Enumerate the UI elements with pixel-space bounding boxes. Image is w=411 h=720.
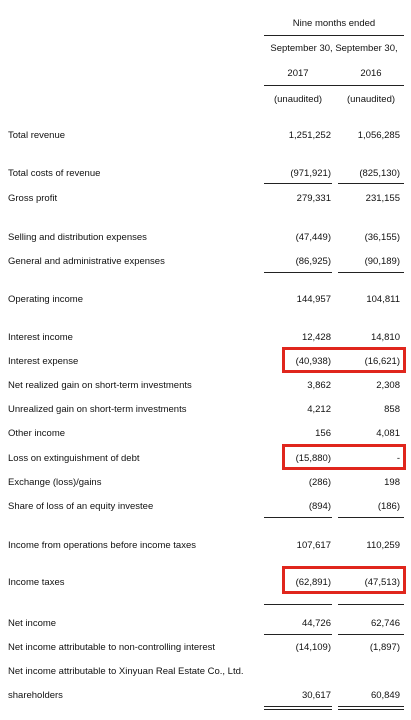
row-label: Net income attributable to Xinyuan Real Estate Co., Ltd.	[8, 666, 244, 677]
highlight-box	[282, 566, 406, 594]
value-2016: 4,081	[376, 428, 400, 439]
row-label: shareholders	[8, 690, 63, 701]
value-2016: 14,810	[370, 332, 400, 343]
value-2016: (186)	[377, 501, 400, 512]
value-2016: (16,621)	[364, 356, 400, 367]
row-label: Operating income	[8, 294, 83, 305]
value-2016: 2,308	[376, 380, 400, 391]
value-2017: 44,726	[301, 618, 331, 629]
value-2017: 4,212	[307, 404, 331, 415]
year-2016-header: 2016	[360, 68, 382, 79]
value-2016: (825,130)	[359, 168, 400, 179]
value-2016: 62,746	[370, 618, 400, 629]
value-2016: (1,897)	[369, 642, 400, 653]
subtotal-divider	[264, 604, 332, 605]
value-2016: 198	[384, 477, 400, 488]
total-double-underline	[338, 709, 404, 710]
value-2016: (90,189)	[364, 256, 400, 267]
value-2016: 231,155	[365, 193, 400, 204]
subtotal-divider	[264, 517, 332, 518]
value-2017: (971,921)	[290, 168, 331, 179]
header-divider	[264, 35, 404, 36]
row-label: Share of loss of an equity investee	[8, 501, 154, 512]
highlight-box	[282, 347, 406, 373]
row-label: Total costs of revenue	[8, 168, 101, 179]
subtotal-divider	[338, 183, 404, 184]
value-2016: 1,056,285	[357, 130, 400, 141]
value-2017: (40,938)	[295, 356, 331, 367]
row-label: Unrealized gain on short-term investments	[8, 404, 187, 415]
total-double-underline	[264, 706, 332, 707]
value-2017: 12,428	[301, 332, 331, 343]
value-2017: 279,331	[296, 193, 331, 204]
value-2017: 107,617	[296, 540, 331, 551]
row-label: Selling and distribution expenses	[8, 232, 147, 243]
value-2016: 104,811	[366, 294, 400, 305]
row-label: Loss on extinguishment of debt	[8, 453, 140, 464]
row-label: Net income attributable to non-controlling interest	[8, 642, 216, 653]
period-header: Nine months ended	[292, 18, 376, 29]
row-label: General and administrative expenses	[8, 256, 165, 267]
row-label: Exchange (loss)/gains	[8, 477, 102, 488]
value-2016: 60,849	[370, 690, 400, 701]
value-2016: -	[396, 453, 400, 464]
row-label: Gross profit	[8, 193, 58, 204]
subtotal-divider	[338, 604, 404, 605]
value-2017: 3,862	[307, 380, 331, 391]
row-label: Interest income	[8, 332, 73, 343]
value-2017: (47,449)	[295, 232, 331, 243]
value-2017: 156	[315, 428, 331, 439]
subtotal-divider	[338, 272, 404, 273]
row-label: Income from operations before income taxes	[8, 540, 196, 551]
unaudited-2017-header: (unaudited)	[273, 94, 323, 105]
value-2017: (14,109)	[295, 642, 331, 653]
value-2017: 30,617	[301, 690, 331, 701]
dates-header: September 30, September 30,	[270, 43, 398, 54]
subtotal-divider	[338, 634, 404, 635]
row-label: Other income	[8, 428, 66, 439]
value-2017: (15,880)	[295, 453, 331, 464]
year-2017-header: 2017	[287, 68, 309, 79]
row-label: Interest expense	[8, 356, 79, 367]
value-2016: 110,259	[366, 540, 400, 551]
value-2017: (894)	[308, 501, 331, 512]
total-double-underline	[264, 709, 332, 710]
row-label: Net income	[8, 618, 57, 629]
row-label: Total revenue	[8, 130, 66, 141]
value-2017: (62,891)	[295, 577, 331, 588]
unaudited-2016-header: (unaudited)	[346, 94, 396, 105]
value-2016: (47,513)	[364, 577, 400, 588]
value-2017: 144,957	[296, 294, 331, 305]
total-double-underline	[338, 706, 404, 707]
year-divider	[264, 85, 404, 86]
subtotal-divider	[264, 634, 332, 635]
subtotal-divider	[338, 517, 404, 518]
value-2017: 1,251,252	[288, 130, 331, 141]
value-2016: (36,155)	[364, 232, 400, 243]
value-2017: (286)	[308, 477, 331, 488]
highlight-box	[282, 444, 406, 470]
subtotal-divider	[264, 183, 332, 184]
value-2016: 858	[384, 404, 400, 415]
subtotal-divider	[264, 272, 332, 273]
row-label: Net realized gain on short-term investments	[8, 380, 192, 391]
row-label: Income taxes	[8, 577, 65, 588]
value-2017: (86,925)	[295, 256, 331, 267]
